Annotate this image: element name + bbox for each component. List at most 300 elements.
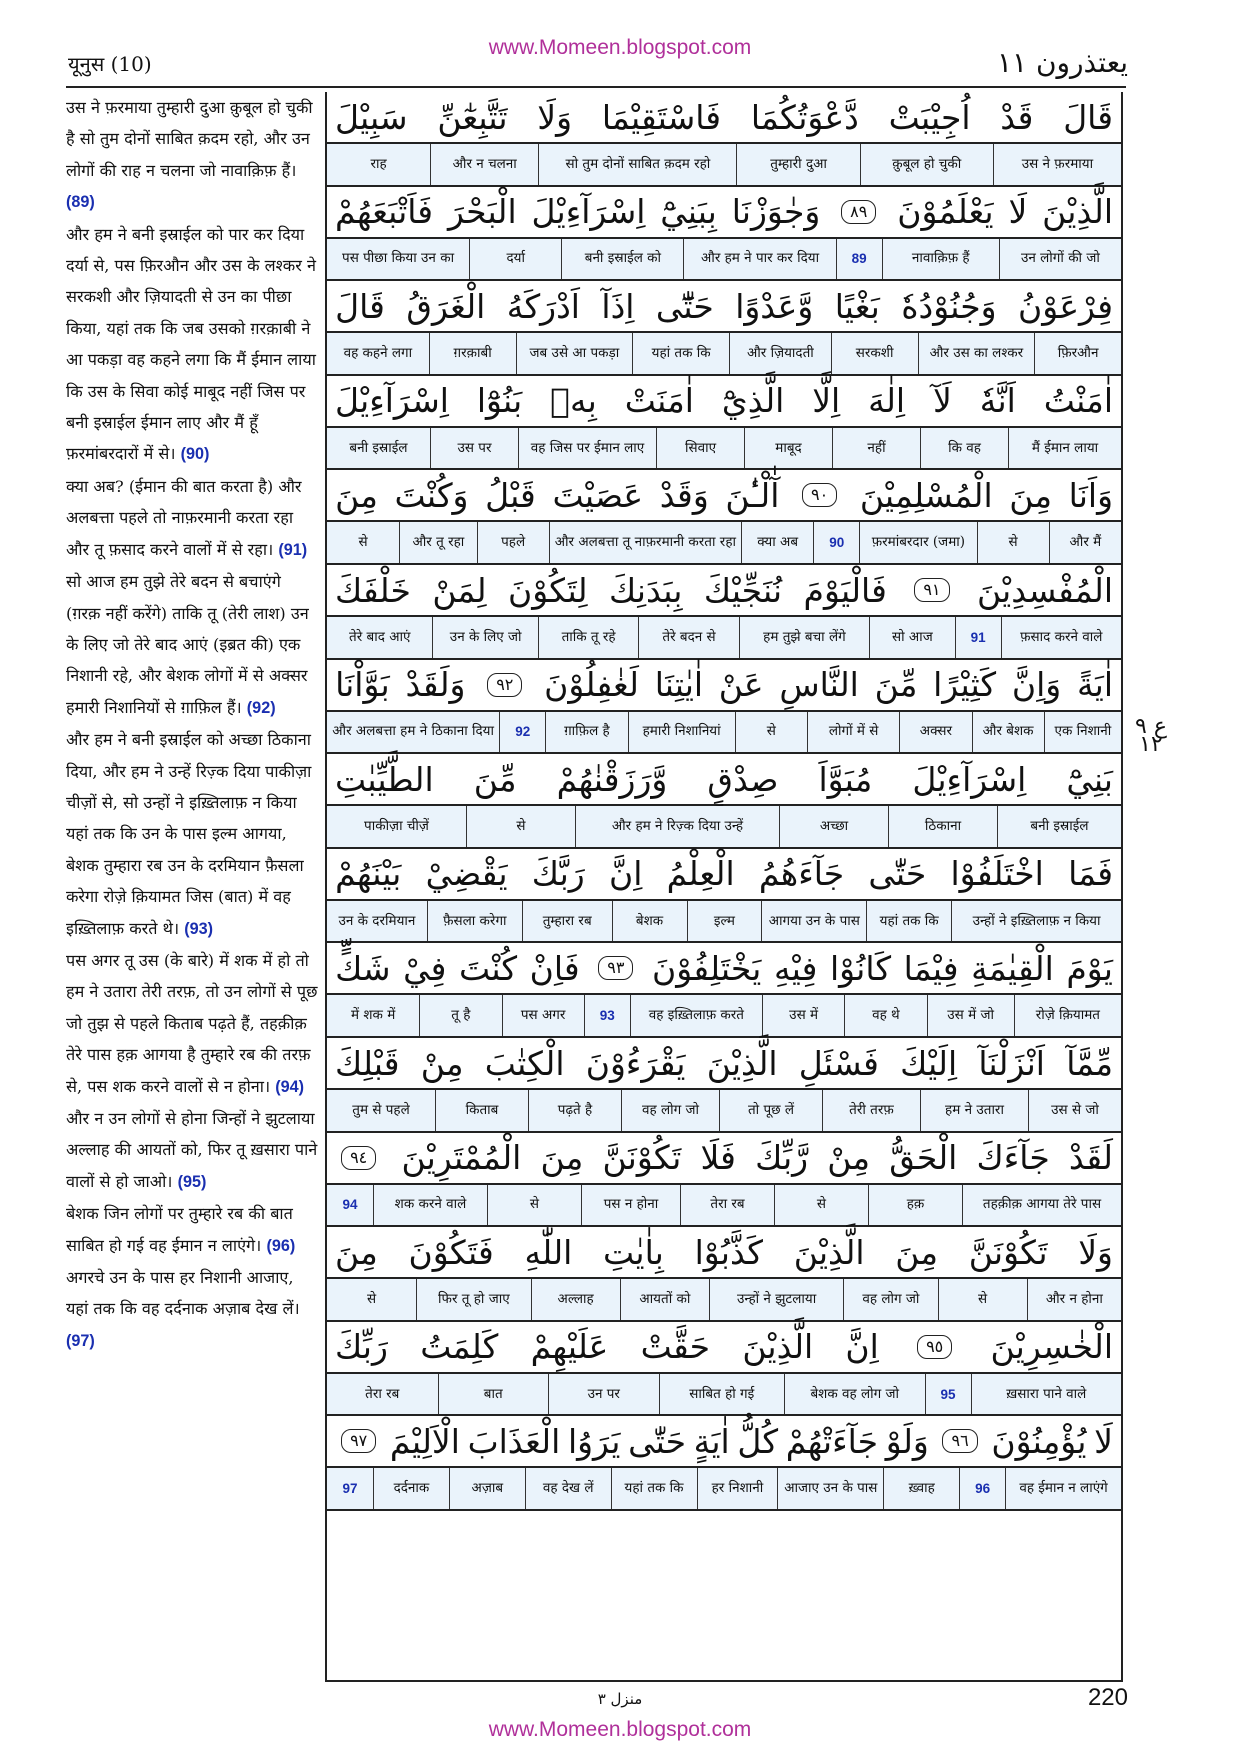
meaning-cell: अज़ाब xyxy=(449,1468,525,1509)
translation-paragraph xyxy=(66,724,320,945)
meaning-cell: इल्म xyxy=(687,901,762,942)
word-meaning-row xyxy=(327,1185,1121,1228)
arabic-word: فِيْهِ xyxy=(773,948,818,988)
arabic-word: كُنْتَ xyxy=(458,948,518,988)
meaning-cell: ताकि तू रहे xyxy=(538,617,638,658)
meaning-cell: क्या अब xyxy=(741,522,813,563)
verse-block xyxy=(327,1038,1121,1133)
arabic-word: وَّرَزَقْنٰهُمْ xyxy=(556,759,668,799)
arabic-word: بِبَنِيْٓ xyxy=(660,192,717,232)
arabic-word: اَنْزَلْنَآ xyxy=(978,1043,1045,1083)
arabic-word: اِذَآ xyxy=(601,286,635,326)
translation-paragraph xyxy=(66,566,320,724)
translation-paragraph xyxy=(66,1103,320,1198)
meaning-cell: से xyxy=(367,1290,377,1307)
arabic-word: قَالَ xyxy=(335,286,385,326)
word-meaning-row xyxy=(327,712,1121,755)
arabic-word: اَدْرَكَهُ xyxy=(506,286,580,326)
manzil-label: منزل ٣ xyxy=(597,1690,643,1708)
arabic-word: يَوْمَ xyxy=(1066,948,1113,988)
arabic-word: جَآءَكَ xyxy=(976,1138,1050,1178)
arabic-word: كَثِيْرًا xyxy=(933,665,997,705)
word-meaning-row xyxy=(327,806,1121,849)
verse-number-cell: 89 xyxy=(836,239,882,280)
meaning-cell: हम ने उतारा xyxy=(920,1090,1028,1131)
arabic-word: الْخٰسِرِيْنَ xyxy=(990,1327,1113,1367)
meaning-cell: से xyxy=(774,1185,868,1226)
verse-number: (89) xyxy=(66,193,95,212)
meaning-cell: फ़रमांबरदार (जमा) xyxy=(859,522,976,563)
arabic-word: وَجُنُوْدُهٗ xyxy=(901,286,997,326)
arabic-word: الْعَذَابَ xyxy=(467,1421,561,1461)
translation-paragraph xyxy=(66,1198,320,1262)
translation-text: अगरचे उन के पास हर निशानी आजाए, यहां तक कि वह दर्दनाक अज़ाब देख लें। xyxy=(66,1268,300,1319)
meaning-cell: यहां तक कि xyxy=(866,901,951,942)
meaning-cell: फिर तू हो जाए xyxy=(416,1279,530,1320)
meaning-cell: तो पूछ लें xyxy=(719,1090,822,1131)
arabic-word: مِّنَ xyxy=(874,665,918,705)
verse-block xyxy=(327,92,1121,187)
arabic-word: مِّنَ xyxy=(473,759,517,799)
meaning-cell: और मैं xyxy=(1049,522,1121,563)
arabic-word: يَخْتَلِفُوْنَ xyxy=(652,948,762,988)
meaning-cell: वह कहने लगा xyxy=(343,344,413,361)
meaning-cell: मैं ईमान लाया xyxy=(1008,428,1121,469)
meaning-cell: ग़ाफ़िल है xyxy=(545,712,627,753)
ayah-number-marker: ٩٢ xyxy=(487,673,522,697)
arabic-word: مِنَ xyxy=(335,475,378,515)
word-meaning-row xyxy=(327,1090,1121,1133)
verse-block xyxy=(327,187,1121,282)
ayah-number-marker: ٩٧ xyxy=(341,1429,376,1453)
arabic-word: اٰيٰتِنَا xyxy=(654,665,704,705)
arabic-word: الَّذِيْنَ xyxy=(793,1232,865,1272)
verse-number-cell: 94 xyxy=(342,1197,358,1213)
meaning-cell: वह लोग जो xyxy=(621,1090,719,1131)
meaning-cell: तुम्हारी दुआ xyxy=(736,144,859,185)
arabic-word: لَقَدْ xyxy=(1068,1138,1113,1178)
verse-number-cell: 96 xyxy=(959,1468,1005,1509)
arabic-line xyxy=(327,1322,1121,1374)
arabic-word: الْمُمْتَرِيْنَ xyxy=(401,1138,522,1178)
meaning-cell: और तू रहा xyxy=(399,522,476,563)
meaning-cell: उस में xyxy=(762,995,844,1036)
arabic-word: كُلُّ xyxy=(737,1421,779,1461)
meaning-cell: उस पर xyxy=(430,428,518,469)
header-url[interactable]: www.Momeen.blogspot.com xyxy=(488,36,752,59)
translation-paragraph xyxy=(66,471,320,566)
meaning-cell: और हम ने रिज़्क दिया उन्हें xyxy=(575,806,779,847)
meaning-cell: ग़रक़ाबी xyxy=(429,333,516,374)
arabic-word: الَّذِيْنَ xyxy=(706,1043,778,1083)
meaning-cell: ठिकाना xyxy=(888,806,997,847)
meaning-cell: सो आज xyxy=(869,617,954,658)
word-meaning-row xyxy=(327,239,1121,282)
arabic-word: الَّذِيْنَ xyxy=(742,1327,814,1367)
verse-block xyxy=(327,1133,1121,1228)
arabic-word: كَذَّبُوْا xyxy=(694,1232,763,1272)
arabic-word: حَتّٰى xyxy=(628,1421,686,1461)
arabic-word: لَغٰفِلُوْنَ xyxy=(544,665,639,705)
arabic-word: قَبْلُ xyxy=(485,475,536,515)
arabic-word: الْاَلِيْمَ xyxy=(389,1421,460,1461)
meaning-cell: सो तुम दोनों साबित क़दम रहो xyxy=(538,144,736,185)
meaning-cell: सिवाए xyxy=(656,428,744,469)
meaning-cell: और अलबत्ता तू नाफ़रमानी करता रहा xyxy=(549,522,741,563)
arabic-word: الْمُسْلِمِيْنَ xyxy=(859,475,993,515)
meaning-cell: पाकीज़ा चीज़ें xyxy=(364,817,429,834)
meaning-cell: से xyxy=(358,534,368,551)
ayah-number-marker: ٩٥ xyxy=(917,1335,952,1359)
arabic-word: يَقْضِيْ xyxy=(425,854,508,894)
meaning-cell: शक करने वाले xyxy=(373,1185,487,1226)
meaning-cell: तेरा रब xyxy=(365,1385,400,1402)
arabic-word: بَنُوْٓا xyxy=(476,381,523,421)
meaning-cell: पस न होना xyxy=(581,1185,680,1226)
verse-number-cell: 97 xyxy=(342,1481,358,1497)
word-meaning-row xyxy=(327,522,1121,565)
arabic-word: وَكُنْتَ xyxy=(394,475,469,515)
arabic-word: الْبَحْرَ xyxy=(447,192,517,232)
verse-block xyxy=(327,470,1121,565)
verse-block xyxy=(327,281,1121,376)
verse-block xyxy=(327,754,1121,849)
arabic-word: الَّذِيْنَ xyxy=(1042,192,1113,232)
arabic-word: عَلَيْهِمْ xyxy=(530,1327,609,1367)
ayah-number-marker: ٩٤ xyxy=(341,1146,376,1170)
ayah-number-marker: ٩٦ xyxy=(942,1429,977,1453)
arabic-word: الْحَقُّ xyxy=(889,1138,958,1178)
arabic-word: مِنْ xyxy=(827,1138,871,1178)
meaning-cell: नहीं xyxy=(832,428,920,469)
verse-number: (91) xyxy=(278,540,308,559)
verse-number-cell: 91 xyxy=(955,617,1001,658)
meaning-cell: रोज़े क़ियामत xyxy=(1014,995,1121,1036)
arabic-word: آٰلْـٰٔنَ xyxy=(725,475,780,515)
meaning-cell: ख़्वाह xyxy=(883,1468,959,1509)
arabic-word: قَدْ xyxy=(1000,97,1034,137)
meaning-cell: तुम्हारा रब xyxy=(522,901,612,942)
meaning-cell: और न चलना xyxy=(430,144,538,185)
verse-number: (95) xyxy=(177,1172,207,1191)
verse-number-cell: 93 xyxy=(584,995,630,1036)
arabic-word: الطَّيِّبٰتِ xyxy=(335,759,434,799)
arabic-line xyxy=(327,92,1121,144)
arabic-word: فِرْعَوْنُ xyxy=(1018,286,1113,326)
arabic-word: فَاَتْبَعَهُمْ xyxy=(335,192,434,232)
arabic-word: لَا xyxy=(1094,1421,1113,1461)
meaning-cell: अल्लाह xyxy=(531,1279,620,1320)
translation-text: और हम ने बनी इस्राईल को अच्छा ठिकाना दिया, और हम ने उन्हें रिज़्क दिया पाकीज़ा चीज़ों से, सो उन्हों ने इख़्तिलाफ़ न किया यहां तक कि उन के पास इल्म आगया, बेशक तुम्हारा रब उन के दरमियान फ़ैसला करेगा रोज़े क़ियामत जिस (बात) में वह इख़्तिलाफ़ करते थे। xyxy=(66,730,312,938)
word-meaning-row xyxy=(327,995,1121,1038)
arabic-word: اِنَّ xyxy=(845,1327,879,1367)
arabic-word: رَبَّكَ xyxy=(531,854,585,894)
meaning-cell: उस में जो xyxy=(927,995,1014,1036)
translation-text: बेशक जिन लोगों पर तुम्हारे रब की बात साबित हो गई वह ईमान न लाएंगे। xyxy=(66,1204,293,1255)
meaning-cell: कि वह xyxy=(920,428,1008,469)
arabic-word: مِنَ xyxy=(540,1138,584,1178)
verse-number: (94) xyxy=(275,1077,305,1096)
arabic-word: بِاٰيٰتِ xyxy=(603,1232,664,1272)
translation-text: और हम ने बनी इस्राईल को पार कर दिया दर्या से, पस फ़िरऔन और उस के लश्कर ने सरकशी और ज़ियादती से उन का पीछा किया, यहां तक कि जब उसको ग़रक़ाबी ने आ पकड़ा वह कहने लगा कि मैं ईमान लाया कि उस के सिवा कोई माबूद नहीं जिस पर बनी इस्राईल ईमान लाए और मैं हूँ फ़रमांबरदारों में से। xyxy=(66,224,316,464)
arabic-line xyxy=(327,1133,1121,1185)
meaning-cell: हमारी निशानियां xyxy=(628,712,735,753)
arabic-word: اِسْرَآءِيْلَ xyxy=(531,192,646,232)
meaning-cell: बनी इस्राईल xyxy=(349,439,408,456)
verse-number: (90) xyxy=(180,445,210,464)
arabic-word: اِسْرَآءِيْلَ xyxy=(912,759,1027,799)
arabic-word: فَلَا xyxy=(700,1138,736,1178)
arabic-word: مِنَ xyxy=(895,1232,939,1272)
verse-number-cell: 92 xyxy=(499,712,545,753)
meaning-cell: फ़िरऔन xyxy=(1034,333,1121,374)
meaning-cell: से xyxy=(938,1279,1027,1320)
translation-text: सो आज हम तुझे तेरे बदन से बचाएंगे (ग़रक़ नहीं करेंगे) ताकि तू (तेरी लाश) उन के लिए जो तेरे बाद आएं (इब्रत की) एक निशानी रहे, और बेशक लोगों में से अक्सर हमारी निशानियों से ग़ाफ़िल हैं। xyxy=(66,572,309,717)
meaning-cell: पस पीछा किया उन का xyxy=(342,250,455,267)
arabic-line xyxy=(327,470,1121,522)
ayah-number-marker: ٩١ xyxy=(914,578,949,602)
arabic-word: دَّعْوَتُكُمَا xyxy=(750,97,859,137)
meaning-cell: अक्सर xyxy=(899,712,971,753)
arabic-word: كَانُوْا xyxy=(829,948,892,988)
arabic-word: فَمَا xyxy=(1068,854,1113,894)
meaning-cell: फ़ैसला करेगा xyxy=(427,901,522,942)
verse-block xyxy=(327,376,1121,471)
meaning-cell: तहक़ीक़ आगया तेरे पास xyxy=(962,1185,1121,1226)
meaning-cell: आगया उन के पास xyxy=(761,901,866,942)
meaning-cell: ख़सारा पाने वाले xyxy=(971,1374,1122,1415)
meaning-cell: वह देख लें xyxy=(525,1468,611,1509)
meaning-cell: में शक में xyxy=(350,1007,396,1024)
word-meaning-row xyxy=(327,1279,1121,1322)
arabic-word: وَاَنَا xyxy=(1068,475,1113,515)
meaning-cell: बनी इस्राईल xyxy=(997,806,1121,847)
arabic-line xyxy=(327,1227,1121,1279)
meaning-cell: और ज़ियादती xyxy=(729,333,831,374)
meaning-cell: उन के लिए जो xyxy=(432,617,537,658)
arabic-word: يَعْلَمُوْنَ xyxy=(897,192,994,232)
arabic-word: رَّبِّكَ xyxy=(755,1138,809,1178)
meaning-cell: आजाए उन के पास xyxy=(777,1468,883,1509)
meaning-cell: तुम से पहले xyxy=(352,1101,410,1118)
arabic-word: يَرَوُا xyxy=(567,1421,621,1461)
meaning-cell: यहां तक कि xyxy=(611,1468,697,1509)
arabic-word: مِنَ xyxy=(335,1232,378,1272)
meaning-cell: वह जिस पर ईमान लाए xyxy=(518,428,656,469)
arabic-word: جَآءَتْهُمْ xyxy=(785,1421,879,1461)
meaning-cell: पढ़ते है xyxy=(528,1090,621,1131)
meaning-cell: बेशक वह लोग जो xyxy=(784,1374,925,1415)
arabic-word: وَلَا xyxy=(537,97,573,137)
meaning-cell: पहले xyxy=(477,522,549,563)
meaning-cell: दर्या xyxy=(469,239,561,280)
arabic-word: تَكُوْنَنَّ xyxy=(968,1232,1048,1272)
arabic-word: خَلْفَكَ xyxy=(335,570,411,610)
meaning-cell: हर निशानी xyxy=(697,1468,778,1509)
arabic-line xyxy=(327,281,1121,333)
meaning-cell: यहां तक कि xyxy=(632,333,729,374)
arabic-word: مُبَوَّاَ xyxy=(818,759,873,799)
arabic-word: تَتَّبِعٰٓنِّ xyxy=(437,97,508,137)
meaning-cell: बेशक xyxy=(612,901,687,942)
word-meaning-row xyxy=(327,1374,1121,1417)
word-by-word-grid xyxy=(325,92,1123,1682)
meaning-cell: से xyxy=(487,1185,581,1226)
translation-column xyxy=(66,92,320,1682)
meaning-cell: तू है xyxy=(419,995,501,1036)
arabic-word: الْكِتٰبَ xyxy=(484,1043,565,1083)
meaning-cell: एक निशानी xyxy=(1044,712,1121,753)
meaning-cell: उन लोगों की जो xyxy=(999,239,1121,280)
arabic-word: يَقْرَءُوْنَ xyxy=(585,1043,686,1083)
arabic-word: وَلَقَدْ xyxy=(405,665,466,705)
ayah-number-marker: ٨٩ xyxy=(841,200,876,224)
arabic-word: تَكُوْنَنَّ xyxy=(602,1138,682,1178)
meaning-cell: तेरा रब xyxy=(680,1185,774,1226)
arabic-word: مِنْ xyxy=(420,1043,464,1083)
verse-number: (96) xyxy=(266,1236,296,1255)
meaning-cell: जब उसे आ पकड़ा xyxy=(516,333,633,374)
verse-block xyxy=(327,660,1121,755)
ruku-marker: ع ٩ ١٢ xyxy=(1135,714,1167,757)
arabic-word: عَصَيْتَ xyxy=(552,475,644,515)
verse-number: (93) xyxy=(184,919,214,938)
arabic-word: يُؤْمِنُوْنَ xyxy=(991,1421,1087,1461)
arabic-word: قَالَ xyxy=(1063,97,1113,137)
meaning-cell: दर्दनाक xyxy=(373,1468,449,1509)
meaning-cell: पस अगर xyxy=(502,995,584,1036)
arabic-word: الْقِيٰمَةِ xyxy=(971,948,1054,988)
ayah-number-marker: ٩٠ xyxy=(802,483,837,507)
meaning-cell: आयतों को xyxy=(620,1279,709,1320)
meaning-cell: हम तुझे बचा लेंगे xyxy=(739,617,869,658)
arabic-word: وَّعَدْوًا xyxy=(735,286,814,326)
verse-block xyxy=(327,565,1121,660)
meaning-cell: राह xyxy=(370,155,387,172)
arabic-line xyxy=(327,943,1121,995)
word-meaning-row xyxy=(327,428,1121,471)
meaning-cell: बनी इस्राईल को xyxy=(561,239,683,280)
arabic-line xyxy=(327,849,1121,901)
arabic-word: اِسْرَآءِيْلَ xyxy=(335,381,449,421)
arabic-word: فَاِنْ xyxy=(529,948,580,988)
meaning-cell: और हम ने पार कर दिया xyxy=(683,239,835,280)
arabic-word: بَوَّاْنَا xyxy=(335,665,390,705)
meaning-cell: वह इख़्तिलाफ़ करते xyxy=(630,995,762,1036)
arabic-word: وَجٰوَزْنَا xyxy=(731,192,821,232)
arabic-word: الْعِلْمُ xyxy=(666,854,735,894)
translation-text: उस ने फ़रमाया तुम्हारी दुआ क़ुबूल हो चुकी है सो तुम दोनों साबित क़दम रहो, और उन लोगों की राह न चलना जो नावाक़िफ़ हैं। xyxy=(66,98,313,180)
arabic-word: شَكٍّ xyxy=(335,948,391,988)
arabic-word: اخْتَلَفُوْا xyxy=(950,854,1044,894)
verse-block xyxy=(327,1227,1121,1322)
meaning-cell: वह थे xyxy=(844,995,926,1036)
page-number: 220 xyxy=(1087,1684,1128,1711)
meaning-cell: वह लोग जो xyxy=(843,1279,937,1320)
arabic-word: اٰمَنَتْ xyxy=(624,381,694,421)
verse-block xyxy=(327,1322,1121,1417)
meaning-cell: से xyxy=(977,522,1049,563)
meaning-cell: साबित हो गई xyxy=(659,1374,785,1415)
arabic-word: بَنِيْٓ xyxy=(1066,759,1113,799)
meaning-cell: तेरे बाद आएं xyxy=(349,628,411,645)
surah-name-hindi: यूनुस (10) xyxy=(68,52,152,76)
arabic-word: اِلَيْكَ xyxy=(900,1043,958,1083)
header-rule xyxy=(66,86,1126,88)
meaning-cell: फ़साद करने वाले xyxy=(1001,617,1121,658)
arabic-line xyxy=(327,754,1121,806)
meaning-cell: माबूद xyxy=(744,428,832,469)
word-meaning-row xyxy=(327,1468,1121,1511)
word-meaning-row xyxy=(327,617,1121,660)
arabic-word: حَتّٰى xyxy=(868,854,927,894)
arabic-word: فِيْمَا xyxy=(903,948,959,988)
arabic-word: فَسْئَلِ xyxy=(798,1043,879,1083)
verse-block xyxy=(327,943,1121,1038)
meaning-cell: से xyxy=(466,806,575,847)
arabic-word: لِتَكُوْنَ xyxy=(508,570,588,610)
arabic-word: لِمَنْ xyxy=(432,570,487,610)
arabic-word: اُجِيْبَتْ xyxy=(888,97,971,137)
arabic-word: الْمُفْسِدِيْنَ xyxy=(976,570,1113,610)
arabic-word: اِلٰهَ xyxy=(868,381,906,421)
meaning-cell: लोगों में से xyxy=(807,712,899,753)
meaning-cell: उन्हों ने झुटलाया xyxy=(709,1279,843,1320)
arabic-word: نُنَجِّيْكَ xyxy=(703,570,783,610)
juz-name-arabic: يعتذرون ١١ xyxy=(996,46,1128,79)
meaning-cell: किताब xyxy=(435,1090,528,1131)
meaning-cell: उन पर xyxy=(548,1374,659,1415)
arabic-word: وَلَا xyxy=(1078,1232,1113,1272)
verse-block xyxy=(327,1416,1121,1511)
arabic-word: سَبِيْلَ xyxy=(335,97,408,137)
meaning-cell: अच्छा xyxy=(779,806,888,847)
meaning-cell: उन के दरमियान xyxy=(338,912,416,929)
arabic-word: اٰيَةً xyxy=(1076,665,1113,705)
meaning-cell: उस ने फ़रमाया xyxy=(993,144,1121,185)
meaning-cell: उन्हों ने इख़्तिलाफ़ न किया xyxy=(951,901,1121,942)
arabic-line xyxy=(327,1416,1121,1468)
footer-url[interactable]: www.Momeen.blogspot.com xyxy=(488,1718,752,1741)
meaning-cell: नावाक़िफ़ हैं xyxy=(882,239,999,280)
translation-paragraph xyxy=(66,945,320,1103)
meaning-cell: क़ुबूल हो चुकी xyxy=(860,144,993,185)
arabic-word: حَقَّتْ xyxy=(640,1327,711,1367)
meaning-cell: उस से जो xyxy=(1028,1090,1121,1131)
arabic-word: فِيْ xyxy=(403,948,447,988)
meaning-cell: तेरे बदन से xyxy=(638,617,738,658)
translation-paragraph xyxy=(66,219,320,471)
arabic-word: اِنَّ xyxy=(608,854,643,894)
arabic-word: لَآ xyxy=(933,381,952,421)
arabic-word: وَلَوْ xyxy=(885,1421,929,1461)
meaning-cell: वह ईमान न लाएंगे xyxy=(1005,1468,1121,1509)
arabic-word: بِبَدَنِكَ xyxy=(608,570,683,610)
ayah-number-marker: ٩٣ xyxy=(598,956,633,980)
arabic-word: حَتّٰٓى xyxy=(655,286,714,326)
arabic-word: كَلِمَتُ xyxy=(420,1327,499,1367)
verse-number: (92) xyxy=(246,698,276,717)
arabic-word: اِلَّا xyxy=(812,381,841,421)
word-meaning-row xyxy=(327,144,1121,187)
arabic-word: الْغَرَقُ xyxy=(406,286,486,326)
meaning-cell: से xyxy=(735,712,807,753)
meaning-cell: बात xyxy=(438,1374,549,1415)
arabic-word: فَاسْتَقِيْمَا xyxy=(601,97,722,137)
meaning-cell: और अलबत्ता हम ने ठिकाना दिया xyxy=(332,723,494,740)
arabic-line xyxy=(327,1038,1121,1090)
arabic-line xyxy=(327,187,1121,239)
